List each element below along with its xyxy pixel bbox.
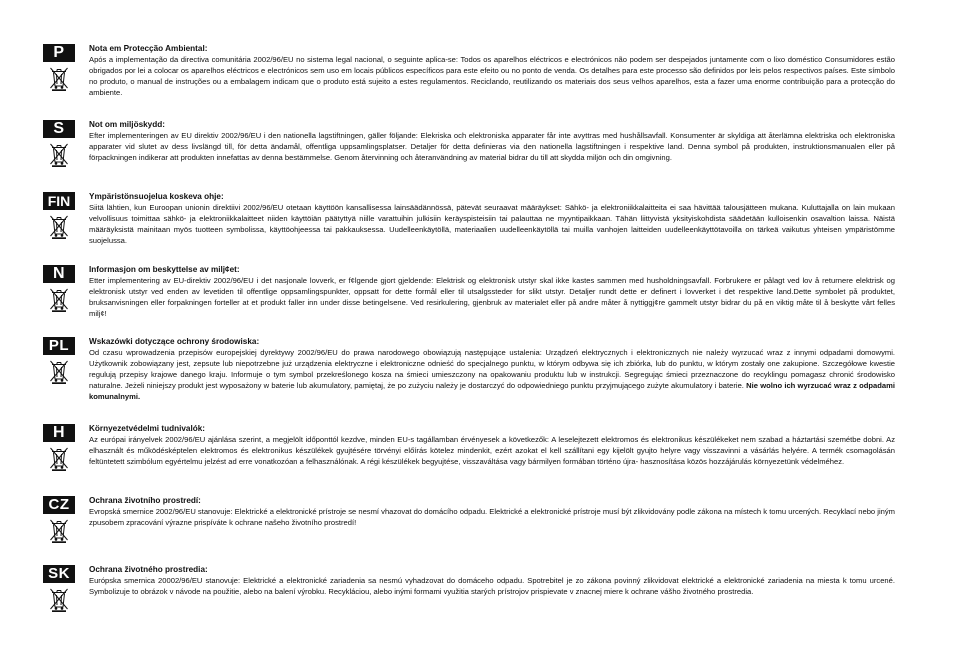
section-title: Wskazówki dotyczące ochrony środowiska: [89, 337, 260, 346]
language-badge-cz: CZ [43, 496, 75, 514]
section-title: Nota em Protecção Ambiental: [89, 44, 208, 53]
section-text: Evropská smernice 2002/96/EU stanovuje: Elektrické a elektronické prístroje se nesmí vhazovat do domácího odpadu. Elektrické a elektronické prístroje musí být zlikvidovány podle zákona na místech k tomu urcených. Recyklací nebo jiným zpusobem zpracování výrazne prispíváte k ochrane našeho životního prostredí! [89, 507, 895, 527]
section-title: Ochrana životného prostredia: [89, 565, 208, 574]
section-title: Környezetvédelmi tudnivalók: [89, 424, 206, 433]
section-text-bold: Nie wolno ich wyrzucać wraz z odpadami komunalnymi. [89, 380, 895, 401]
section-text: Siitä lähtien, kun Euroopan unionin direktiivi 2002/96/EU otetaan käyttöön kansallisessa lainsäädännössä, pätevät seuraavat määräykset: Sähkö- ja elektroniikkalaitteita ei saa hävittää talousjätteen mukana. Kuluttajalla on lain mukaan velvollisuus toimittaa sähkö- ja elektroniikkalaitteet niiden käyttöiän päätyttyä niille varattuihin julkisiin keräyspisteisiin tai palauttaa ne myyntipaikkaan. Tähän liittyvistä yksityiskohdista säädetään kulloisenkin osavaltion laissa. Näistä määräyksistä mainitaan myös tuotteen symbolissa, käyttöohjeessa tai pakkauksessa. Uudelleenkäytöllä, materiaalien uudelleenkäytöllä tai muilla vanhojen laitteiden uudelleenkäyttötavoilla on tärkeä vaikutus yhteisen ympäristömme suojelussa. [89, 203, 895, 245]
section-title: Ochrana životního prostredí: [89, 496, 201, 505]
language-badge-se: S [43, 120, 75, 138]
language-badge-no: N [43, 265, 75, 283]
crossed-bin-icon [49, 445, 69, 471]
section-text: Európska smernica 20002/96/EU stanovuje: Elektrické a elektronické zariadenia sa nesmú vyhadzovat do domáceho odpadu. Spotrebitel je zo zákona povinný zlikvidovat elektrické a elektronické zariadenia na miesta k tomu urcené. Symbolizuje to obrázok v návode na použitie, alebo na balení výrobku. Recykláciou, alebo inými formami využitia starých prístrojov prispievate v znacnej miere k ochrane vášho životného prostredia. [89, 576, 895, 596]
crossed-bin-icon [49, 358, 69, 384]
crossed-bin-icon [49, 286, 69, 312]
section-title: Informasjon om beskyttelse av milj¢et: [89, 265, 240, 274]
section-title: Not om miljöskydd: [89, 120, 165, 129]
language-badge-sk: SK [43, 565, 75, 583]
section-text: Efter implementeringen av EU direktiv 2002/96/EU i den nationella lagstiftningen, gäller följande: Elekriska och elektroniska apparater får inte avyttras med hushållsavfall. Konsumenter är skyldiga att återlämna elektriska och elektroniska apparater vid slutet av dess livslängd till, för detta ändamål, offentliga uppsamlingsplatser. Detaljer för detta definieras via den nationella lagstiftningen i respektive land. Denna symbol på produkten, instruktionsmanualen eller på förpackningen indikerar att produkten innefattas av denna bestämmelse. Genom återvinning och återanvändning av material bidrar du till att skydda miljön och din omgivning. [89, 131, 895, 162]
language-badge-fi: FIN [43, 192, 75, 210]
crossed-bin-icon [49, 65, 69, 91]
crossed-bin-icon [49, 213, 69, 239]
section-text [89, 348, 895, 403]
section-text: Após a implementação da directiva comunitária 2002/96/EU no sistema legal nacional, o seguinte aplica-se: Todos os aparelhos eléctricos e electrónicos não podem ser despejados juntamente com o lixo doméstico Consumidores estão obrigados por lei a colocar os aparelhos eléctricos e electrónicos sem uso em locais públicos específicos para este efeito ou no ponto de venda. Os detalhes para este processo são definidos por leis pelos respectivos países. Este símbolo no produto, o manual de instruções ou a embalagem indicam que o produto está sujeito a estes regulamentos. Reciclando, reutilizando os materiais dos seus velhos aparelhos, esta a fazer uma enorme contribuição para a protecção do ambiente. [89, 55, 895, 97]
section-text-regular: Od czasu wprowadzenia przepisów europejskiej dyrektywy 2002/96/EU do prawa narodowego obowiązują następujące ustalenia: Urządzeń elektrycznych i elektronicznych nie należy wyrzucać wraz z innymi odpadami domowymi. Użytkownik zobowiązany jest, zepsute lub niepotrzebne już urządzenia elektryczne i elektroniczne odnieść do specjalnego punktu, w którym odbywa się ich zbiórka, lub do punktu, w którym zostały one zakupione. Szczegółowe kwestie regulują przepisy krajowe danego kraju. Informuje o tym symbol przekreślonego kosza na śmieci umieszczony na opakowaniu produktu lub w instrukcji. Segregując śmieci przeznaczone do recyklingu pomagasz chronić środowisko naturalne. Jeżeli niniejszy produkt jest wyposażony w baterie lub akumulatory, pamiętaj, że po zużyciu należy je dostarczyć do odpowiedniego punktu przyjmującego zużyte akumulatory i baterie. [89, 348, 895, 390]
section-title: Ympäristönsuojelua koskeva ohje: [89, 192, 224, 201]
language-badge-pl: PL [43, 337, 75, 355]
crossed-bin-icon [49, 517, 69, 543]
section-text: Etter implementering av EU-direktiv 2002/96/EU i det nasjonale lovverk, er f¢lgende gjort gjeldende: Elektrisk og elektronisk utstyr skal ikke kastes sammen med husholdningsavfall. Forbrukere er pålagt ved lov å returnere elektrisk og elektronisk utstyr ved enden av levetiden til offentlige oppsamlingspunkter, oppsatt for dette formål eller til utsalgssteder for slikt utstyr. Detaljer rundt dette er definert i lovverket i det respektive land.Dette symbolet på produktet, bruksanvisningen eller forpakningen forteller at et produkt faller inn under disse betingelsene. Ved resirkulering, gjenbruk av materialet eller på andre måter å nyttiggj¢re gammelt utstyr bidrar du på en viktig måte til å beskytte vårt felles milj¢! [89, 276, 895, 318]
crossed-bin-icon [49, 141, 69, 167]
crossed-bin-icon [49, 586, 69, 612]
section-text: Az európai irányelvek 2002/96/EU ajánlása szerint, a megjelölt időponttól kezdve, minden EU-s tagállamban érvényesek a következők: A leselejtezett elektromos és elektronikus készülékeket nem szabad a háztartási szemétbe dobni. Az elhasznált és működésképtelen elektromos és elektronikus készülékek gyujtésére törvényi előírás kötelez mindenkit, ezért azokat el kell szállítani egy kijelölt gyujto helyre vagy visszavinni a vásárlás helyére. A termék csomagolásán feltüntetett szimbólum egyértelmu jelzést ad erre vonatkozóan a felhasználónak. A régi készülékek begyujtése, visszaváltása vagy bármilyen formában történo újra- hasznosítása közös hozzájárulás környezetünk védelméhez. [89, 435, 895, 466]
language-badge-pt: P [43, 44, 75, 62]
language-badge-hu: H [43, 424, 75, 442]
